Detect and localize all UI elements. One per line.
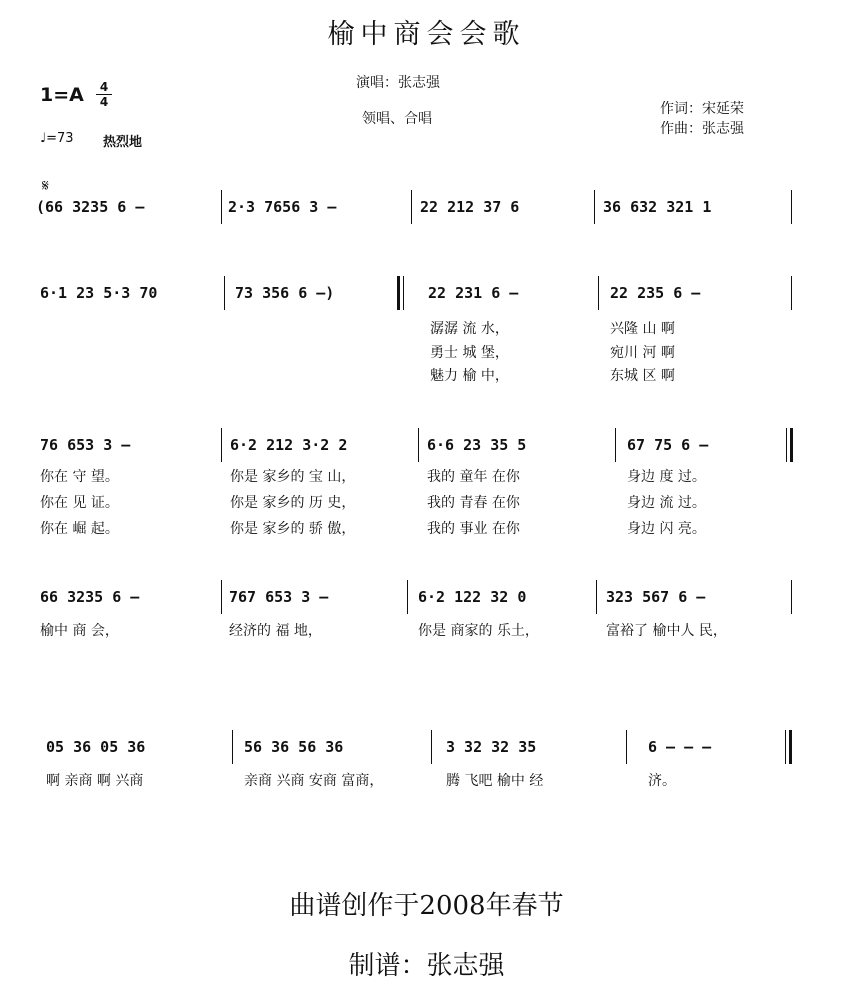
- composer-credit: 作曲：张志强: [660, 121, 744, 137]
- barline: [221, 580, 222, 614]
- lyric-line: 亲商 兴商 安商 富商，: [244, 773, 384, 789]
- measure: 3 32 32 35: [446, 738, 537, 756]
- lyric-verse-3: 我的 事业 在你: [427, 521, 520, 537]
- lyric-verse-2: 你是 家乡的 历 史，: [230, 495, 356, 511]
- measure: 22 231 6 –: [428, 284, 519, 302]
- barline: [431, 730, 432, 764]
- lyric-verse-2: 宛川 河 啊: [610, 345, 675, 361]
- repeat-barline: [790, 428, 793, 462]
- time-signature-top: 4: [99, 80, 109, 94]
- measure: (66 3235 6 –: [36, 198, 145, 216]
- final-barline-thin: [785, 730, 786, 764]
- time-signature: [96, 80, 112, 109]
- lyric-verse-2: 身边 流 过。: [627, 495, 706, 511]
- lyric-verse-3: 你是 家乡的 骄 傲，: [230, 521, 356, 537]
- barline: [791, 190, 792, 224]
- measure: 767 653 3 –: [229, 588, 329, 606]
- measure: 6·2 122 32 0: [418, 588, 527, 606]
- barline: [598, 276, 599, 310]
- segno-sign: 𝄋: [42, 176, 49, 195]
- barline: [407, 580, 408, 614]
- measure: 2·3 7656 3 –: [228, 198, 337, 216]
- repeat-barline-thin: [403, 276, 404, 310]
- lyric-verse-1: 身边 度 过。: [627, 469, 706, 485]
- page-title: 榆中商会会歌: [327, 19, 526, 50]
- barline: [221, 190, 222, 224]
- measure: 05 36 05 36: [46, 738, 146, 756]
- lyric-verse-1: 你是 家乡的 宝 山，: [230, 469, 356, 485]
- measure: 66 3235 6 –: [40, 588, 140, 606]
- measure: 67 75 6 –: [627, 436, 709, 454]
- final-barline: [789, 730, 792, 764]
- lyric-verse-3: 你在 崛 起。: [40, 521, 119, 537]
- singer-credit: 演唱：张志强: [356, 75, 440, 91]
- measure: 76 653 3 –: [40, 436, 131, 454]
- lyric-verse-3: 东城 区 啊: [610, 368, 675, 384]
- repeat-barline-thin: [786, 428, 787, 462]
- lyric-verse-2: 勇士 城 堡，: [430, 345, 509, 361]
- time-signature-bottom: 4: [96, 94, 112, 109]
- lyric-line: 富裕了 榆中人 民，: [606, 623, 727, 639]
- lyric-line: 济。: [648, 773, 676, 789]
- lyric-line: 腾 飞吧 榆中 经: [446, 773, 544, 789]
- barline: [411, 190, 412, 224]
- measure: 323 567 6 –: [606, 588, 706, 606]
- barline: [596, 580, 597, 614]
- repeat-barline: [397, 276, 400, 310]
- measure: 6·6 23 35 5: [427, 436, 527, 454]
- lyric-verse-1: 兴隆 山 啊: [610, 321, 675, 337]
- barline: [626, 730, 627, 764]
- measure: 36 632 321 1: [603, 198, 712, 216]
- voices-credit: 领唱、合唱: [362, 111, 432, 127]
- lyric-verse-3: 身边 闪 亮。: [627, 521, 706, 537]
- lyric-verse-2: 你在 见 证。: [40, 495, 119, 511]
- measure: 6 – – –: [648, 738, 712, 756]
- measure: 73 356 6 –): [235, 284, 335, 302]
- barline: [594, 190, 595, 224]
- measure: 22 212 37 6: [420, 198, 520, 216]
- barline: [418, 428, 419, 462]
- lyric-line: 经济的 福 地，: [229, 623, 322, 639]
- key-signature: 1=A: [40, 84, 84, 106]
- barline: [791, 580, 792, 614]
- notation-credit: 制谱：张志强: [348, 951, 505, 981]
- measure: 56 36 56 36: [244, 738, 344, 756]
- measure: 22 235 6 –: [610, 284, 701, 302]
- lyric-line: 榆中 商 会，: [40, 623, 119, 639]
- barline: [615, 428, 616, 462]
- lyric-verse-1: 我的 童年 在你: [427, 469, 520, 485]
- lyricist-credit: 作词：宋延荣: [660, 101, 744, 117]
- creation-note: 曲谱创作于2008年春节: [289, 891, 564, 921]
- lyric-verse-1: 你在 守 望。: [40, 469, 119, 485]
- barline: [232, 730, 233, 764]
- lyric-line: 啊 亲商 啊 兴商: [46, 773, 144, 789]
- lyric-line: 你是 商家的 乐土，: [418, 623, 539, 639]
- expression-marking: 热烈地: [103, 135, 143, 150]
- measure: 6·1 23 5·3 70: [40, 284, 158, 302]
- lyric-verse-1: 潺潺 流 水，: [430, 321, 509, 337]
- lyric-verse-3: 魅力 榆 中，: [430, 368, 509, 384]
- barline: [791, 276, 792, 310]
- lyric-verse-2: 我的 青春 在你: [427, 495, 520, 511]
- barline: [221, 428, 222, 462]
- tempo-marking: ♩=73: [40, 131, 74, 146]
- barline: [224, 276, 225, 310]
- measure: 6·2 212 3·2 2: [230, 436, 348, 454]
